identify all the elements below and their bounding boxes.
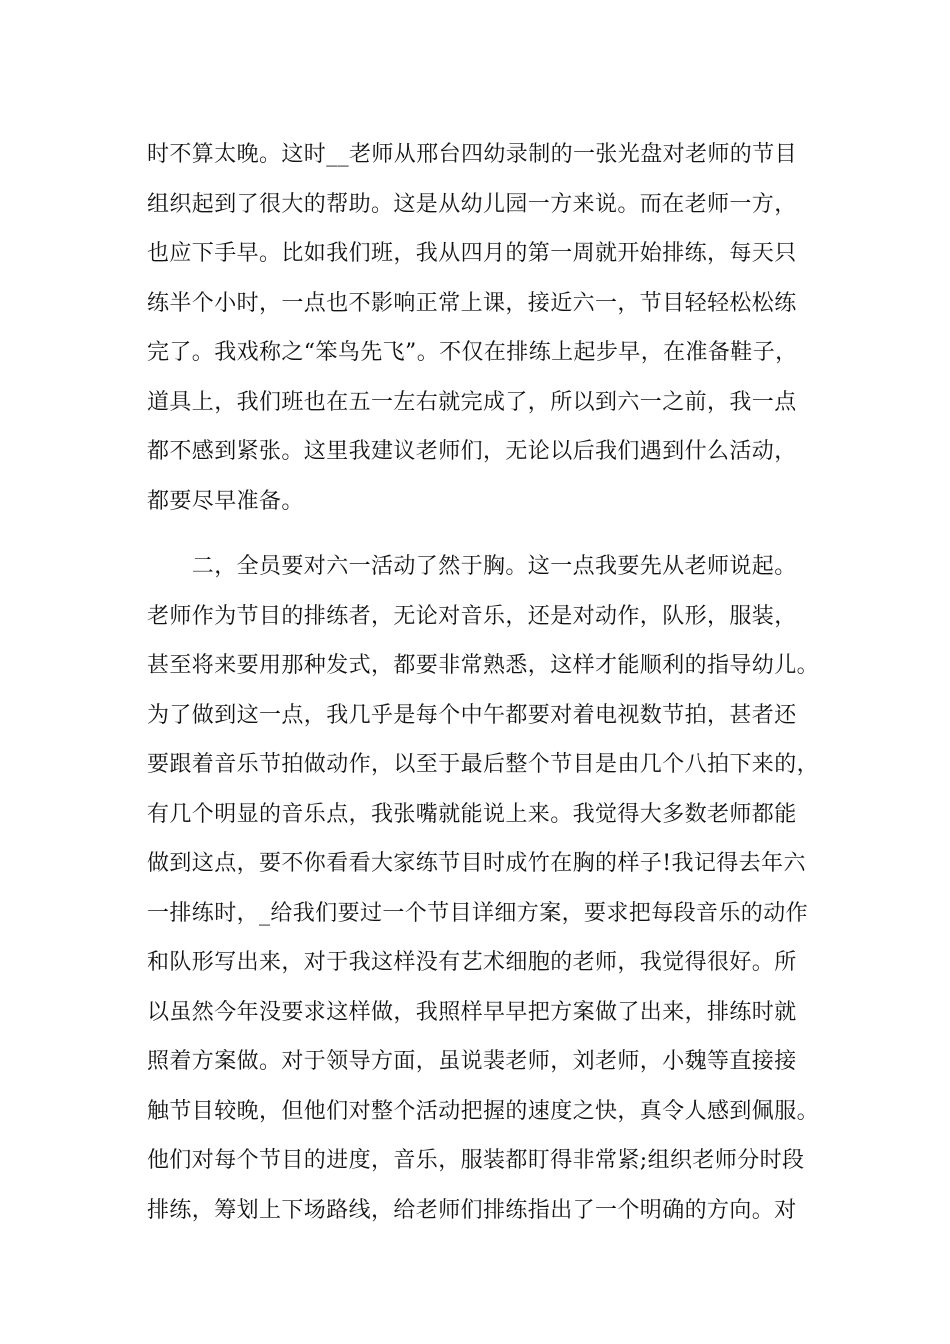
text-line: 为了做到这一点，我几乎是每个中午都要对着电视数节拍，甚者还	[147, 702, 797, 728]
text-line: 完了。我戏称之“笨鸟先飞”。不仅在排练上起步早，在准备鞋子，	[147, 340, 798, 365]
paragraph-spacer	[147, 526, 827, 542]
text-line: 要跟着音乐节拍做动作，以至于最后整个节目是由几个八拍下来的，	[147, 752, 820, 777]
paragraph-1	[147, 130, 827, 526]
text-line: 时不算太晚。这时__老师从邢台四幼录制的一张光盘对老师的节目	[147, 142, 798, 167]
text-line: 以虽然今年没要求这样做，我照样早早把方案做了出来，排练时就	[147, 999, 797, 1025]
text-line: 触节目较晚，但他们对整个活动把握的速度之快，真令人感到佩服。	[147, 1098, 820, 1124]
paragraph-2	[147, 542, 827, 1235]
text-line: 也应下手早。比如我们班，我从四月的第一周就开始排练，每天只	[147, 241, 797, 266]
text-line: 甚至将来要用那种发式，都要非常熟悉，这样才能顺利的指导幼儿。	[147, 653, 820, 678]
text-line: 练半个小时，一点也不影响正常上课，接近六一，节目轻轻松松练	[147, 290, 797, 316]
text-line: 照着方案做。对于领导方面，虽说裴老师，刘老师，小魏等直接接	[147, 1049, 797, 1074]
text-line: 都要尽早准备。	[147, 488, 304, 514]
text-line: 和队形写出来，对于我这样没有艺术细胞的老师，我觉得很好。所	[147, 950, 797, 975]
text-line: 老师作为节目的排练者，无论对音乐，还是对动作，队形，服装，	[147, 603, 797, 629]
text-line: 他们对每个节目的进度，音乐，服装都盯得非常紧;组织老师分时段	[147, 1148, 805, 1173]
text-line: 二，全员要对六一活动了然于胸。这一点我要先从老师说起。	[147, 554, 797, 579]
text-line: 有几个明显的音乐点，我张嘴就能说上来。我觉得大多数老师都能	[147, 801, 797, 827]
text-line: 一排练时，_给我们要过一个节目详细方案，要求把每段音乐的动作	[147, 900, 809, 926]
text-line: 排练，筹划上下场路线，给老师们排练指出了一个明确的方向。对	[147, 1197, 797, 1223]
text-line: 道具上，我们班也在五一左右就完成了，所以到六一之前，我一点	[147, 389, 797, 415]
document-body	[147, 130, 827, 1235]
text-line: 组织起到了很大的帮助。这是从幼儿园一方来说。而在老师一方，	[147, 191, 797, 217]
text-line: 都不感到紧张。这里我建议老师们，无论以后我们遇到什么活动，	[147, 439, 797, 464]
text-line: 做到这点，要不你看看大家练节目时成竹在胸的样子!我记得去年六	[147, 851, 806, 876]
